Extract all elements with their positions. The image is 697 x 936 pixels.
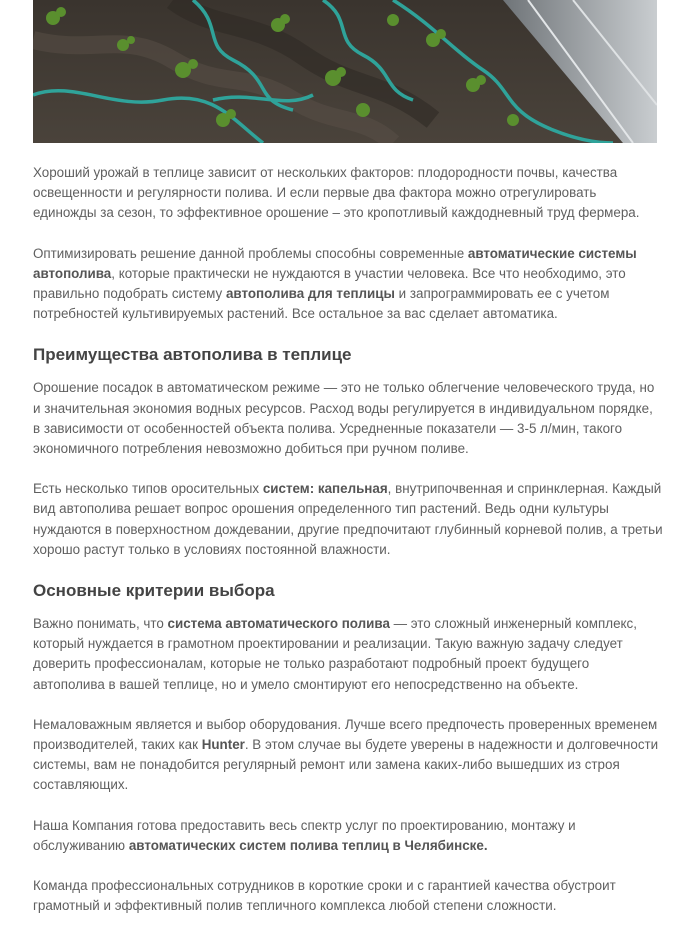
paragraph-automation: Оптимизировать решение данной проблемы способны современные автоматические системы автополива, которые практически не нуждаются в участии человека. Все что необходимо, это правильно подобрать систему автополива для теплицы и запрограммировать ее с учетом потребностей культивируемых растений. Все остальное за вас сделает автоматика. (33, 245, 637, 322)
article-body (33, 163, 663, 936)
paragraph-team: Команда профессиональных сотрудников в короткие сроки и с гарантией качества обустроит грамотный и эффективный полив тепличного комплекса любой степени сложности. (33, 878, 616, 914)
paragraph-company: Наша Компания готова предоставить весь спектр услуг по проектированию, монтажу и обслуживанию автоматических систем полива теплиц в Челябинске. (33, 817, 576, 853)
bold-phrase: автоматические системы автополива (33, 245, 637, 281)
paragraph-irrigation-types: Есть несколько типов оросительных систем: капельная, внутрипочвенная и спринклерная. Каждый вид автополива решает вопрос орошения определенного тип растений. Ведь одни культуры нуждаются в поверхностном дождевании, другие предпочитают глубинный корневой полив, а третьи хорошо растут только в условиях постоянной влажности. (33, 481, 663, 557)
section-heading-criteria: Основные критерии выбора (33, 581, 275, 601)
paragraph-engineering: Важно понимать, что система автоматического полива — это сложный инженерный комплекс, который нуждается в грамотном проектировании и реализации. Такую важную задачу следует доверить профессионалам, которые не только разработают подробный проект будущего автополива в вашей теплице, но и умело смонтируют его непосредственно на объекте. (33, 616, 637, 692)
paragraph-water-savings: Орошение посадок в автоматическом режиме — это не только облегчение человеческого труда, но и значительная экономия водных ресурсов. Расход воды регулируется в индивидуальном порядке, в зависимости от особенностей объекта полива. Усредненные показатели — 3-5 л/мин, такого экономичного потребления невозможно добиться при ручном поливе. (33, 380, 655, 457)
section-heading-advantages: Преимущества автополива в теплице (33, 345, 352, 365)
paragraph-equipment: Немаловажным является и выбор оборудования. Лучше всего предпочесть проверенных временем производителей, таких как Hunter. В этом случае вы будете уверены в надежности и долговечности системы, вам не понадобится регулярный ремонт или замена каких-либо вышедших из строя составляющих. (33, 716, 659, 793)
bold-phrase: система автоматического полива (167, 616, 390, 632)
bold-phrase: автоматических систем полива теплиц в Челябинске. (128, 837, 488, 853)
bold-phrase: Hunter (201, 737, 245, 753)
bold-phrase: систем: капельная (262, 481, 388, 497)
greenhouse-drip-irrigation-photo (33, 0, 657, 143)
paragraph-intro: Хороший урожай в теплице зависит от нескольких факторов: плодородности почвы, качества освещенности и регулярности полива. И если первые два фактора можно отрегулировать единожды за сезон, то эффективное орошение – это кропотливый каждодневный труд фермера. (33, 165, 640, 221)
bold-phrase: автополива для теплицы (225, 286, 395, 302)
